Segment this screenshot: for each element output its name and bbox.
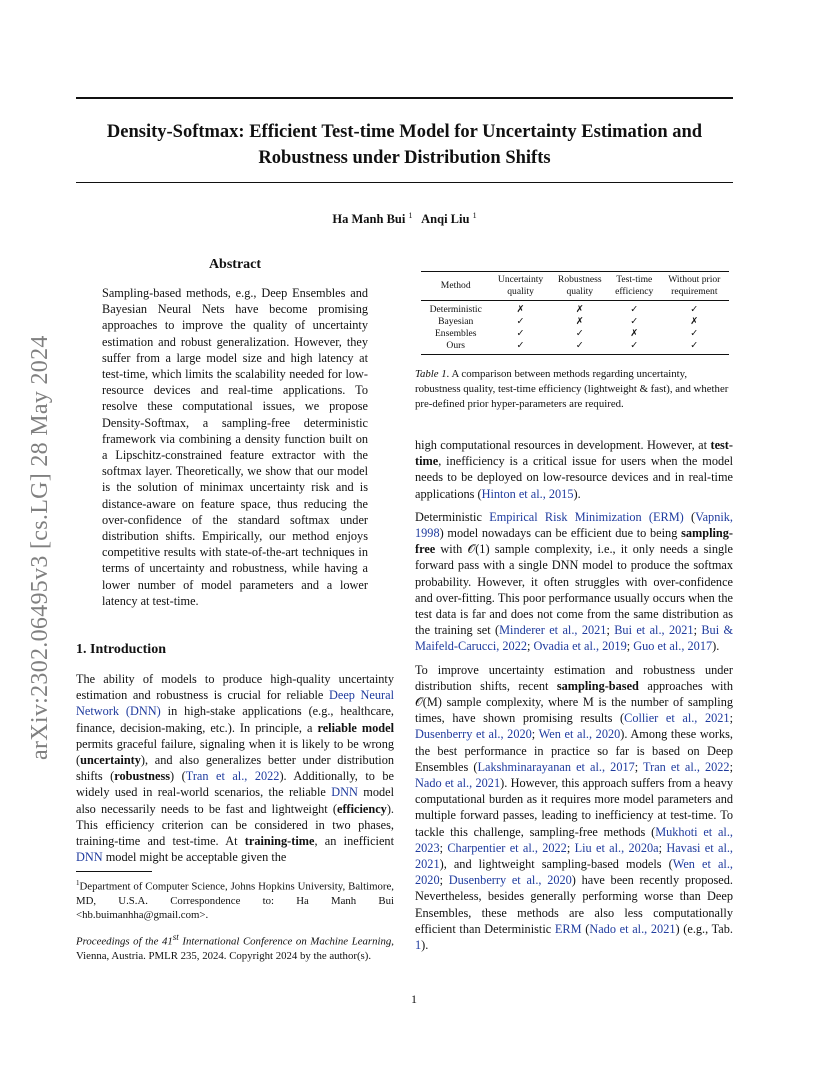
citation-link[interactable]: Dusenberry et al., 2020 [415, 727, 532, 742]
citation-link[interactable]: Ovadia et al., 2019 [533, 639, 627, 654]
paragraph: Deterministic Empirical Risk Minimization (ERM) (Vapnik, 1998) model nowadays can be efficient due to being sampling-free with 𝒪(1) sample complexity, i.e., it only needs a single forward pass with a single DNN model to produce the softmax probability. However, it often struggles with over-confidence and over-fitting. This poor performance usually occurs when the test data is far and does not come from the same distribution as the training set (Minderer et al., 2021; Bui et al., 2021; Bui & Maifeld-Carucci, 2022; Ovadia et al., 2019; Guo et al., 2017). [415, 509, 734, 654]
paragraph: To improve uncertainty estimation and robustness under distribution shifts, recent sampling-based approaches with 𝒪(M) sample complexity, where M is the number of sampling times, have shown promising results (Collier et al., 2021; Dusenberry et al., 2020; Wen et al., 2020). Among these works, the best performance in practice so far is based on Deep Ensembles (Lakshminarayanan et al., 2017; Tran et al., 2022; Nado et al., 2021). However, this approach suffers from a heavy computational burden as it requires more model parameters and multiple forward passes, leading to inefficiency at test-time. To tackle this challenge, sampling-free methods (Mukhoti et al., 2023; Charpentier et al., 2022; Liu et al., 2020a; Havasi et al., 2021), and lightweight sampling-based models (Wen et al., 2020; Dusenberry et al., 2020) have been recently proposed. Nevertheless, besides generally performing worse than Deep Ensembles, these methods are also less computationally efficient than Deterministic ERM (Nado et al., 2021) (e.g., Tab. 1). [415, 662, 734, 953]
table-caption: Table 1. A comparison between methods regarding uncertainty, robustness quality, test-time efficiency (lightweight & fast), and whether pre-defined prior hyper-parameters are required. [415, 368, 729, 410]
right-column [415, 437, 733, 953]
citation-link[interactable]: Dusenberry et al., 2020 [448, 873, 572, 888]
citation-link[interactable]: Wen et al., 2020 [538, 727, 621, 742]
intro-paragraph: The ability of models to produce high-quality uncertainty estimation and robustness is crucial for reliable Deep Neural Network (DNN) in high-stake applications (e.g., healthcare, finance, decision-making, etc.). In principle, a reliable model permits graceful failure, signaling when it is likely to be wrong (uncertainty), and also generalizes better under distribution shifts (robustness) (Tran et al., 2022). Additionally, to be widely used in real-world scenarios, the reliable DNN model also necessarily needs to be fast and lightweight (efficiency). This efficiency criterion can be considered in two phases, training-time and test-time. At training-time, an inefficient DNN model might be acceptable given the [76, 672, 395, 865]
citation-link[interactable]: Liu et al., 2020a [574, 840, 659, 855]
citation-link[interactable]: Minderer et al., 2021 [499, 623, 607, 638]
table-header-row [421, 272, 729, 301]
citation-link[interactable]: Vapnik, 1998 [415, 509, 733, 541]
author-affil: 1 [472, 211, 477, 220]
citation-link[interactable]: Deep Neural Network (DNN) [76, 688, 395, 719]
citation-link[interactable]: Lakshminarayanan et al., 2017 [477, 759, 635, 774]
acronym-link[interactable]: DNN [76, 850, 103, 865]
acronym-link[interactable]: ERM [554, 921, 582, 936]
proceedings-note: Proceedings of the 41st International Conference on Machine Learning, Vienna, Austria. PMLR 235, 2024. Copyright 2024 by the author(s). [76, 932, 394, 962]
table-header: Robustness quality [551, 272, 609, 301]
abstract-heading: Abstract [208, 257, 262, 272]
citation-link[interactable]: Tran et al., 2022 [185, 769, 280, 784]
citation-link[interactable]: Tran et al., 2022 [643, 759, 730, 774]
citation-link[interactable]: Nado et al., 2021 [589, 921, 676, 936]
table-row: Ours ✓ ✓ ✓ ✓ [421, 340, 729, 355]
table-header: Method [421, 272, 490, 301]
paragraph: high computational resources in development. However, at test-time, inefficiency is a critical issue for users when the model needs to be deployed on low-resource devices and in real-time applications (Hinton et al., 2015). [415, 438, 733, 501]
acronym-link[interactable]: DNN [331, 785, 358, 800]
comparison-table [421, 271, 729, 355]
citation-link[interactable]: Bui & Maifeld-Carucci, 2022 [415, 623, 734, 654]
table-row: Ensembles ✓ ✓ ✗ ✓ [434, 328, 699, 339]
author-list [76, 211, 733, 227]
author-affil: 1 [408, 211, 413, 220]
affiliation-footnote: $^1$Department of Computer Science, Johns Hopkins University, Baltimore, MD, U.S.A. Correspondence to: Ha Manh Bui <hb.buimanhha@gmail.com>. [76, 879, 394, 921]
table-header: Uncertainty quality [490, 272, 550, 301]
table-row: Deterministic ✗ ✗ ✓ ✓ [429, 304, 699, 315]
acronym-link[interactable]: Empirical Risk Minimization (ERM) [489, 509, 684, 524]
table-header: Test-time efficiency [609, 272, 660, 301]
section-heading-introduction: 1. Introduction [76, 642, 166, 657]
paper-title: Density-Softmax: Efficient Test-time Model for Uncertainty Estimation and Robustness under Distribution Shifts [106, 122, 703, 168]
table-header: Without prior requirement [660, 272, 729, 301]
citation-link[interactable]: Guo et al., 2017 [633, 639, 713, 654]
abstract-text: Sampling-based methods, e.g., Deep Ensembles and Bayesian Neural Nets have become promising approaches to improve the quality of uncertainty estimation and robust generalization. However, they suffer from a large model size and high latency at test-time, which limits the scalability needed for low-resource devices and real-time applications. To resolve these computational issues, we propose Density-Softmax, a sampling-free deterministic framework via combining a density function built on a Lipschitz-constrained feature extractor with the softmax layer. Theoretically, we show that our model is the solution of minimax uncertainty risk and is distance-aware on feature space, thus reducing the over-confidence of the standard softmax under distribution shifts. Empirically, our method enjoys competitive results with state-of-the-art techniques in terms of uncertainty and robustness, while having a lower number of model parameters and a lower latency at test-time. [102, 286, 368, 608]
citation-link[interactable]: Hinton et al., 2015 [481, 486, 574, 501]
author-name: Anqi Liu [421, 212, 470, 227]
citation-link[interactable]: Bui et al., 2021 [614, 623, 694, 638]
citation-link[interactable]: Havasi et al., 2021 [415, 840, 734, 872]
author-name: Ha Manh Bui [332, 212, 406, 227]
citation-link[interactable]: Nado et al., 2021 [415, 776, 501, 791]
top-rule [76, 97, 733, 99]
title-bottom-rule [76, 182, 733, 183]
table-row: Bayesian ✓ ✗ ✓ ✗ [438, 316, 699, 327]
citation-link[interactable]: Wen et al., 2020 [415, 857, 733, 888]
table-ref-link[interactable]: 1 [415, 938, 422, 953]
page-number: 1 [411, 992, 417, 1006]
arxiv-side-label: arXiv:2302.06495v3 [cs.LG] 28 May 2024 [27, 335, 53, 760]
citation-link[interactable]: Charpentier et al., 2022 [447, 840, 567, 855]
citation-link[interactable]: Collier et al., 2021 [624, 711, 730, 726]
citation-link[interactable]: Mukhoti et al., 2023 [415, 824, 733, 855]
footnote-rule [76, 871, 152, 872]
